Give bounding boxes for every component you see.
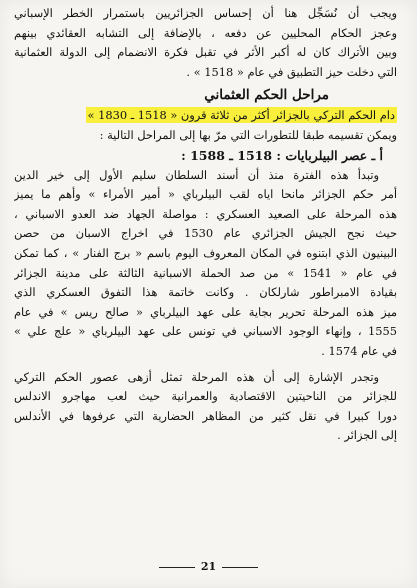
text-line: التي دخلت حيز التطبيق في عام « 1518 » .	[186, 64, 397, 79]
highlight-mark: دام الحكم التركي بالجزائر أكثر من ثلاثة قرون « 1518 ـ 1830 »	[87, 108, 395, 123]
footer-rule-right	[222, 567, 258, 568]
text-line: دورا كبيرا في نقل كثير من المظاهر الحضارية التي عرفوها في الأندلس	[14, 408, 397, 423]
text-line: في عام 1574 .	[321, 343, 397, 358]
highlighted-line	[14, 106, 397, 126]
text-line: بقيادة الامبراطور شارلكان . وكانت خاتمة هذا التفوق العسكري الذي	[14, 285, 397, 300]
text-line: هذه المرحلة على الصعيد العسكري : مواصلة الجهاد ضد العدو الاسباني ،	[14, 206, 397, 221]
footer-rule-left	[159, 567, 195, 568]
text-line: في عام « 1541 » من صد الحملة الاسبانية الثالثة على مدينة الجزائر	[14, 265, 397, 280]
text-line: ميز هذه المرحلة تحرير بجاية على عهد البيلرباي « صالح ريس » في عام	[14, 304, 397, 319]
page-number: 21	[200, 560, 217, 573]
page-body	[14, 4, 397, 446]
text-line: أمر حكم الجزائر مانحا اياه لقب البيلرباي « أمير الأمراء » وأهم ما يميز	[14, 187, 397, 202]
text-line: البينيون الذي ابتنوه في المكان المعروف اليوم باسم « برج الفنار » ، كما تمكن	[14, 245, 397, 260]
page-footer	[0, 560, 417, 573]
text-line: ويجب أن نُسَجِّل هنا أن إحساس الجزائريين باستمرار الخطر الإسباني	[14, 6, 397, 20]
text-line: حيث نجح الجيش الجزائري عام 1530 في اخراج الاسبان من حصن	[14, 226, 397, 241]
text-line: وتجدر الإشارة إلى أن هذه المرحلة تمثل أزهى عصور الحكم التركي	[14, 369, 379, 384]
text-line: إلى الجزائر .	[337, 428, 397, 443]
section-heading: مراحل الحكم العثماني	[204, 87, 329, 104]
text-line: وبين الأتراك كان له أكبر الأثر في تقبل فكرة الانضمام إلى الدولة العثمانية	[14, 45, 397, 60]
text-line: 1555 ، وإنهاء الوجود الاسباني في تونس على عهد البيلرباي « علج علي »	[14, 324, 397, 339]
subsection-heading: أ ـ عصر البيلربايات : 1518 ـ 1588 :	[181, 147, 383, 163]
text-line: للجزائر من الناحيتين الاقتصادية والعمرانية حيث لعب مهاجرو الاندلس	[14, 389, 397, 404]
text-line: ويمكن تقسيمه طبقا للتطورات التي مرّ بها إلى المراحل التالية :	[99, 127, 397, 142]
text-line: وعجز الحكام المحليين عن دفعه ، بالإضافة إلى التشابه العقائدي بينهم	[14, 25, 397, 40]
text-line: وتبدأ هذه الفترة منذ أن أسند السلطان سليم الأول إلى خير الدين	[14, 167, 379, 182]
